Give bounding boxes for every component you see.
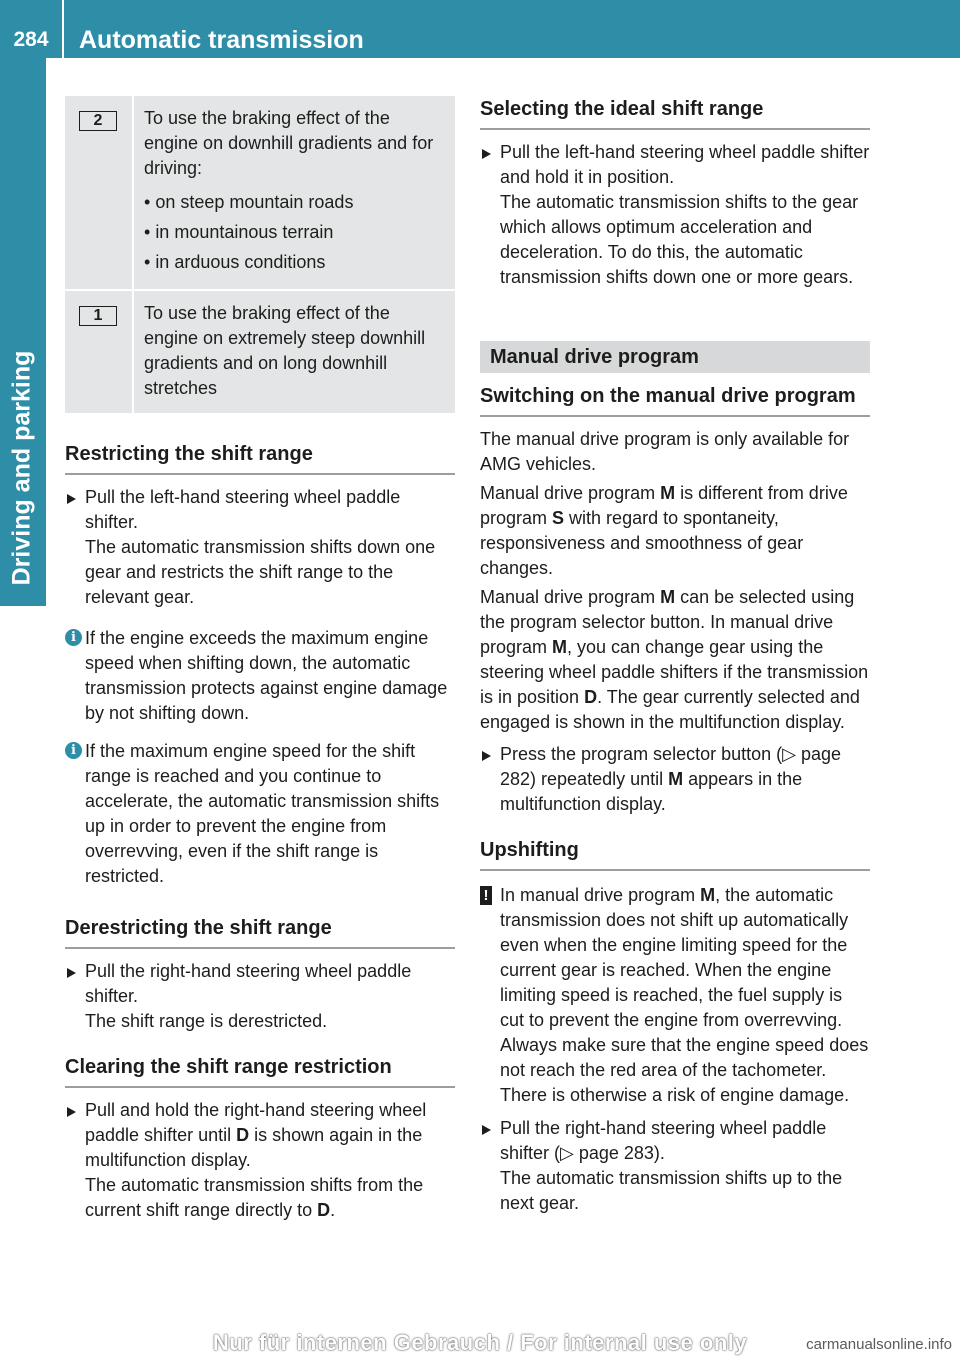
text-run: , you can change gear using the steering wheel paddle shifters if the transmission is in position	[480, 637, 869, 707]
info-icon: i	[65, 742, 82, 759]
manual-drive-section-bar: Manual drive program	[480, 341, 870, 373]
bullet-item: • in arduous conditions	[144, 247, 447, 277]
bold-run: M	[700, 885, 716, 905]
text-run: The automatic transmission shifts from the current shift range directly to	[85, 1175, 424, 1220]
right-column	[480, 96, 870, 1216]
upshifting-heading: Upshifting	[480, 837, 870, 871]
step-result: The automatic transmission shifts to the gear which allows optimum acceleration and deceleration. To do this, the automatic transmission shifts down one or more gears.	[500, 192, 859, 287]
step-text: Pull the right-hand steering wheel paddle shifter.	[85, 961, 412, 1006]
gear-table	[65, 96, 455, 413]
switching-heading: Switching on the manual drive program	[480, 383, 870, 417]
derestricting-step	[65, 959, 455, 1034]
bullet-item: • on steep mountain roads	[144, 187, 447, 217]
step-result: The shift range is derestricted.	[85, 1011, 328, 1031]
info-icon: i	[65, 629, 82, 646]
step-result	[85, 1173, 455, 1223]
bold-run: D	[236, 1125, 250, 1145]
paragraph-3	[480, 585, 870, 735]
text-run: In manual drive program	[500, 885, 701, 905]
page-title: Automatic transmission	[79, 26, 364, 54]
gear-description	[134, 291, 455, 413]
restricting-heading: Restricting the shift range	[65, 441, 455, 475]
header-divider	[62, 0, 64, 58]
page-number: 284	[13, 28, 49, 51]
text-run: can be selected using the program selector button. In manual drive program	[480, 587, 855, 657]
info-note-text: If the maximum engine speed for the shift range is reached and you continue to accelerate, the automatic transmission shifts up in order to prevent the engine from overrevving, even if the shift range is restricted.	[85, 741, 440, 886]
ideal-shift-heading: Selecting the ideal shift range	[480, 96, 870, 130]
clearing-heading: Clearing the shift range restriction	[65, 1054, 455, 1088]
step-text: Pull the right-hand steering wheel paddle shifter (▷ page 283).	[500, 1118, 827, 1163]
bold-run: D	[584, 687, 598, 707]
brand-watermark: carmanualsonline.info	[806, 1336, 952, 1353]
text-run: Press the program selector button (▷ page 282) repeatedly until	[500, 744, 842, 789]
text-run: Manual drive program	[480, 483, 661, 503]
step-result: The automatic transmission shifts down one gear and restricts the shift range to the relevant gear.	[85, 537, 436, 607]
text-run: Pull and hold the right-hand steering wheel paddle shifter until	[85, 1100, 427, 1145]
text-run: .	[330, 1200, 336, 1220]
text-run: is shown again in the multifunction display.	[85, 1125, 423, 1170]
text-run: , the automatic transmission does not shift up automatically even when the engine limiting speed for the current gear is reached. When the engine limiting speed is reached, the fuel supply is cut to prevent the engine from overrevving. Always make sure that the engine speed does not reach the red area of the tachometer. There is otherwise a risk of engine damage.	[500, 885, 869, 1105]
gear-key-cell	[65, 96, 134, 289]
clearing-step	[65, 1098, 455, 1223]
step-text: Pull the left-hand steering wheel paddle shifter and hold it in position.	[500, 142, 870, 187]
step-text: Pull the left-hand steering wheel paddle shifter.	[85, 487, 401, 532]
step-result: The automatic transmission shifts up to the next gear.	[500, 1168, 843, 1213]
paragraph-2	[480, 481, 870, 581]
info-note-2	[65, 739, 455, 889]
info-note-1	[65, 626, 455, 726]
gear-2-text: To use the braking effect of the engine on downhill gradients and for driving:	[144, 108, 434, 178]
text-run: with regard to spontaneity, responsiveness and smoothness of gear changes.	[480, 508, 804, 578]
ideal-shift-step	[480, 140, 870, 290]
bold-run: M	[660, 587, 676, 607]
chapter-side-tab	[0, 58, 46, 606]
page-header	[0, 0, 960, 58]
text-run: Manual drive program	[480, 587, 661, 607]
bold-run: D	[317, 1200, 331, 1220]
upshift-step	[480, 1116, 870, 1216]
text-run: . The gear currently selected and engaged is shown in the multifunction display.	[480, 687, 860, 732]
warning-note	[480, 883, 870, 1108]
press-selector-step	[480, 742, 870, 817]
gear-2-bullets	[144, 187, 447, 277]
paragraph-1: The manual drive program is only available for AMG vehicles.	[480, 429, 850, 474]
watermark: Nur für internen Gebrauch / For internal use only	[212, 1330, 748, 1355]
gear-description	[134, 96, 455, 289]
warning-icon: !	[480, 886, 492, 905]
info-note-text: If the engine exceeds the maximum engine speed when shifting down, the automatic transmission protects against engine damage by not shifting down.	[85, 628, 448, 723]
gear-key-1: 1	[79, 306, 117, 326]
text-run: appears in the multifunction display.	[500, 769, 803, 814]
restricting-step	[65, 485, 455, 610]
step-text	[85, 1098, 455, 1173]
gear-row-1	[65, 291, 455, 413]
left-column	[65, 96, 455, 1223]
gear-key-2: 2	[79, 111, 117, 131]
bold-run: S	[552, 508, 565, 528]
gear-key-cell	[65, 291, 134, 413]
bold-run: M	[552, 637, 568, 657]
text-run: is different from drive program	[480, 483, 848, 528]
derestricting-heading: Derestricting the shift range	[65, 915, 455, 949]
chapter-label: Driving and parking	[7, 350, 36, 586]
gear-row-2	[65, 96, 455, 291]
bold-run: M	[660, 483, 676, 503]
gear-1-text: To use the braking effect of the engine on extremely steep downhill gradients and on long downhill stretches	[144, 303, 426, 398]
bullet-item: • in mountainous terrain	[144, 217, 447, 247]
bold-run: M	[668, 769, 684, 789]
